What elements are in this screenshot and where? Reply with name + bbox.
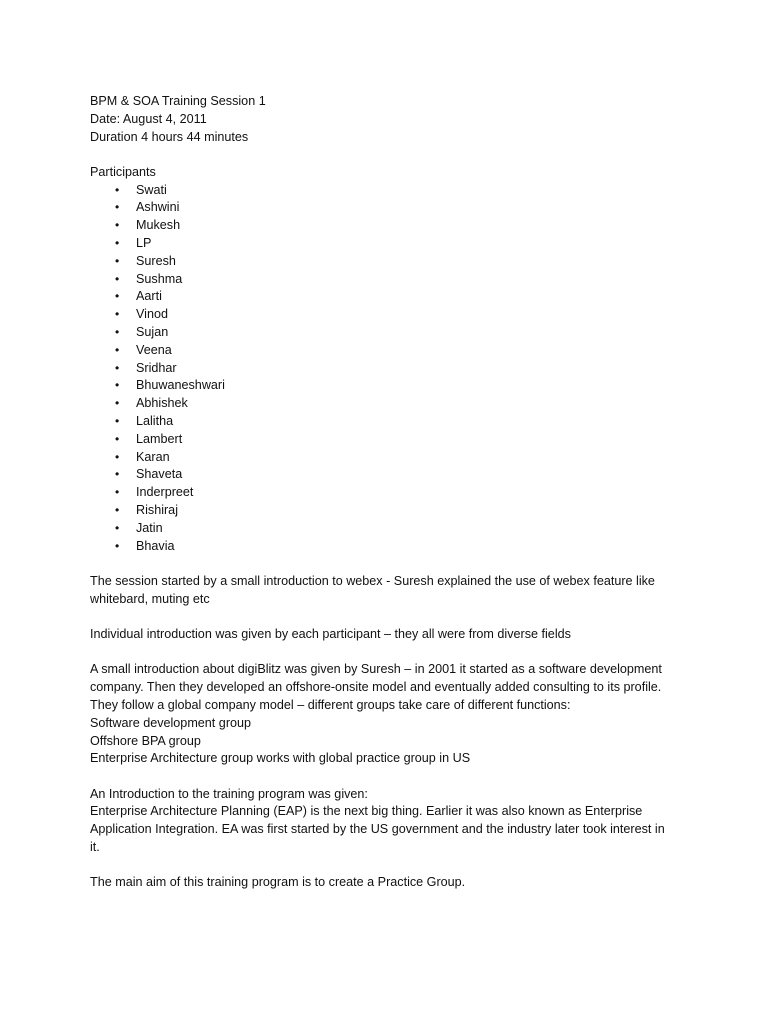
participant-item (90, 360, 690, 378)
webex-paragraph-line-1: The session started by a small introduction to webex - Suresh explained the use of webex feature like (90, 573, 655, 588)
participant-name: Sushma (136, 271, 183, 286)
digiblitz-paragraph-line-1: A small introduction about digiBlitz was given by Suresh – in 2001 it started as a software development (90, 662, 662, 677)
bullet-icon: • (115, 325, 120, 340)
participant-item (90, 538, 690, 556)
bullet-icon: • (115, 449, 120, 464)
digiblitz-paragraph-line-3: They follow a global company model – different groups take care of different functions: (90, 697, 571, 712)
participant-item (90, 271, 690, 289)
bullet-icon: • (115, 360, 120, 375)
participant-item (90, 217, 690, 235)
session-date: Date: August 4, 2011 (90, 111, 207, 126)
group-software-development: Software development group (90, 715, 252, 730)
bullet-icon: • (115, 538, 120, 553)
introduction-paragraph: Individual introduction was given by each participant – they all were from diverse fields (90, 627, 571, 642)
participant-name: Inderpreet (136, 485, 194, 500)
document-title: BPM & SOA Training Session 1 (90, 94, 266, 108)
participant-name: LP (136, 236, 152, 251)
eap-paragraph-line-1: Enterprise Architecture Planning (EAP) is the next big thing. Earlier it was also known as Enterprise (90, 804, 643, 819)
participant-item (90, 182, 690, 200)
bullet-icon: • (115, 289, 120, 304)
participant-item (90, 199, 690, 217)
session-duration: Duration 4 hours 44 minutes (90, 129, 249, 144)
bullet-icon: • (115, 414, 120, 429)
participant-name: Bhuwaneshwari (136, 378, 225, 393)
participant-item (90, 431, 690, 449)
participant-item (90, 449, 690, 467)
participant-name: Jatin (136, 520, 163, 535)
participant-item (90, 288, 690, 306)
eap-paragraph-line-2: Application Integration. EA was first started by the US government and the industry later took interest in (90, 822, 665, 837)
participant-item (90, 466, 690, 484)
digiblitz-paragraph-line-2: company. Then they developed an offshore-onsite model and eventually added consulting to its profile. (90, 680, 662, 695)
bullet-icon: • (115, 200, 120, 215)
bullet-icon: • (115, 307, 120, 322)
participant-name: Veena (136, 342, 172, 357)
participant-item (90, 502, 690, 520)
participant-item (90, 324, 690, 342)
bullet-icon: • (115, 503, 120, 518)
bullet-icon: • (115, 396, 120, 411)
group-offshore-bpa: Offshore BPA group (90, 733, 201, 748)
participants-list (90, 182, 690, 556)
participant-name: Karan (136, 449, 170, 464)
group-enterprise-architecture: Enterprise Architecture group works with global practice group in US (90, 751, 471, 766)
participant-name: Abhishek (136, 396, 188, 411)
participant-name: Lalitha (136, 414, 174, 429)
participant-item (90, 484, 690, 502)
participant-name: Rishiraj (136, 503, 178, 518)
participant-name: Ashwini (136, 200, 180, 215)
bullet-icon: • (115, 431, 120, 446)
participant-name: Aarti (136, 289, 162, 304)
participants-heading: Participants (90, 164, 156, 179)
participant-name: Sujan (136, 325, 169, 340)
participant-name: Swati (136, 182, 167, 197)
bullet-icon: • (115, 218, 120, 233)
participant-name: Mukesh (136, 218, 181, 233)
participant-name: Shaveta (136, 467, 183, 482)
bullet-icon: • (115, 182, 120, 197)
participant-name: Lambert (136, 431, 183, 446)
bullet-icon: • (115, 342, 120, 357)
training-program-heading: An Introduction to the training program was given: (90, 786, 368, 801)
participant-item (90, 395, 690, 413)
document-body (90, 93, 690, 892)
participant-item (90, 520, 690, 538)
participant-name: Sridhar (136, 360, 177, 375)
participant-item (90, 377, 690, 395)
bullet-icon: • (115, 378, 120, 393)
bullet-icon: • (115, 236, 120, 251)
main-aim-paragraph: The main aim of this training program is to create a Practice Group. (90, 875, 466, 890)
eap-paragraph-line-3: it. (90, 839, 100, 854)
participant-name: Bhavia (136, 538, 175, 553)
bullet-icon: • (115, 520, 120, 535)
participant-item (90, 413, 690, 431)
participant-name: Vinod (136, 307, 168, 322)
bullet-icon: • (115, 253, 120, 268)
participant-item (90, 253, 690, 271)
participant-item (90, 306, 690, 324)
participant-name: Suresh (136, 253, 176, 268)
participant-item (90, 342, 690, 360)
bullet-icon: • (115, 467, 120, 482)
bullet-icon: • (115, 485, 120, 500)
participant-item (90, 235, 690, 253)
bullet-icon: • (115, 271, 120, 286)
webex-paragraph-line-2: whitebard, muting etc (90, 591, 210, 606)
